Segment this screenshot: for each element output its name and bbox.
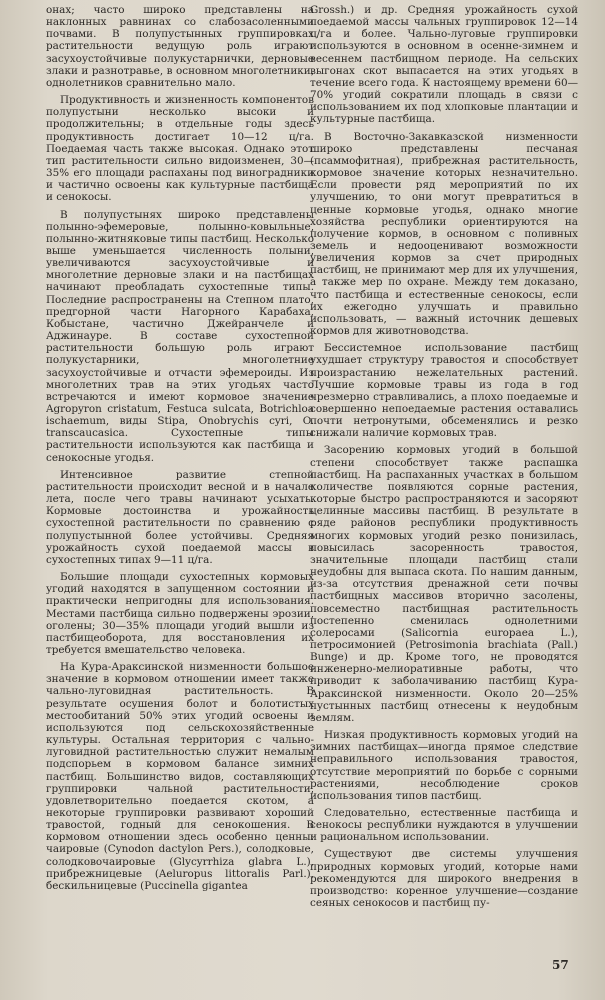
paragraph: Следовательно, естественные пастбища и сенокосы республики нуждаются в улучшении и рациональном использовании.: [310, 807, 578, 844]
left-column: [46, 4, 314, 964]
paragraph: Большие площади сухостепных кормовых угодий находятся в запущенном состоянии и практически непригодны для использования. Местами пастбища сильно подвержены эрозии, оголены; 30—35% площади угодий вышли из пастбищеоборота, для восстановления их требуется вмешательство человека.: [46, 571, 314, 656]
paragraph: Существуют две системы улучшения природных кормовых угодий, которые нами рекомендуются для широкого внедрения в производство: коренное улучшение—создание сеяных сенокосов и пастбищ пу-: [310, 848, 578, 910]
paragraph: онах; часто широко представлены на наклонных равнинах со слабозасоленными почвами. В полупустынных группировках растительности ведущую роль играют засухоустойчивые полукустарнички, дерновые злаки и разнотравье, в основном многолетники, однолетников сравнительно мало.: [46, 4, 314, 89]
paragraph: Бессистемное использование пастбищ ухудшает структуру травостоя и способствует произрастанию нежелательных растений. Лучшие кормовые травы из года в год чрезмерно стравливались, а плохо поедаемые и совершенно непоедаемые растения оставались почти нетронутыми, обсеменялись и резко снижали наличие кормовых трав.: [310, 342, 578, 440]
paragraph: Низкая продуктивность кормовых угодий на зимних пастбищах—иногда прямое следствие неправильного использования травостоя, отсутствие мероприятий по борьбе с сорными растениями, несоблюдение сроков использования типов пастбищ.: [310, 729, 578, 802]
paragraph: Продуктивность и жизненность компонентов полупустыни несколько высоки и продолжительны; в отдельные годы здесь продуктивность достигает 10—12 ц/га. Поедаемая часть также высокая. Однако этот тип растительности сильно видоизменен, 30—35% его площади распаханы под виноградники и частично освоены как культурные пастбища и сенокосы.: [46, 94, 314, 204]
paragraph: Интенсивное развитие степной растительности происходит весной и в начале лета, после чего травы начинают усыхать. Кормовые достоинства и урожайность сухостепной растительности по сравнению с полупустынной более устойчивы. Средняя урожайность сухой поедаемой массы в сухостепных типах 9—11 ц/га.: [46, 468, 314, 566]
paragraph: Засорению кормовых угодий в большой степени способствует также распашка пастбищ. На распаханных участках в большом количестве появляются сорные растения, которые быстро распространяются и засоряют целинные массивы пастбищ. В результате в ряде районов республики продуктивность многих кормовых угодий резко понизилась, повысилась засоренность травостоя, значительные площади пастбищ стали неудобны для выпаса скота. По нашим данным, из-за отсутствия дренажной сети почвы пастбищных массивов вторично засолены, повсеместно пастбищная растительность постепенно сменилась однолетними солеросами (Salicornia europaea L.), петросимонией (Petrosimonia brachiata (Pall.) Bunge) и др. Кроме того, не проводятся инженерно-мелиоративные работы, что приводит к заболачиванию пастбищ Кура-Араксинской низменности. Около 20—25% пустынных пастбищ отнесены к неудобным землям.: [310, 444, 578, 724]
paragraph: Grossh.) и др. Средняя урожайность сухой поедаемой массы чальных группировок 12—14 ц/га и более. Чально-луговые группировки используются в основном в осенне-зимнем и весеннем пастбищном периоде. На сельских выгонах скот выпасается на этих угодьях в течение всего года. К настоящему времени 60—70% угодий сократили площадь в связи с использованием их под хлопковые плантации и культурные пастбища.: [310, 4, 578, 126]
page-number: 57: [552, 958, 569, 972]
paragraph: В полупустынях широко представлены полынно-эфемеровые, полынно-ковыльные, полынно-житняковые типы пастбищ. Несколько выше уменьшается численность полыни, увеличиваются засухоустойчивые и многолетние дерновые злаки и на пастбищах начинают преобладать сухостепные типы. Последние распространены на Степном плато, предгорной части Нагорного Карабаха, Кобыстане, частично Джейранчеле и Аджинауре. В составе сухостепной растительности большую роль играют полукустарники, многолетние засухоустойчивые и отчасти эфемероиды. Из многолетних трав на этих угодьях часто встречаются и имеют кормовое значение Agropyron cristatum, Festuca sulcata, Botrichloa ischaemum, виды Stipa, Onobrychis cyri, O. transcaucasica. Сухостепные типы растительности используются как пастбища и сенокосные угодья.: [46, 208, 314, 464]
right-column: [310, 4, 578, 964]
paragraph: На Кура-Араксинской низменности большое значение в кормовом отношении имеет также чально-луговидная растительность. В результате осушения болот и болотистых местообитаний 50% этих угодий освоены и используются под сельскохозяйственные культуры. Остальная территория с чально-луговидной растительностью служит немалым подспорьем в кормовом балансе зимних пастбищ. Большинство видов, составляющих группировки чальной растительности, удовлетворительно поедается скотом, а некоторые группировки развивают хороший травостой, годный для сенокошения. В кормовом отношении здесь особенно ценны: чаировые (Cynodon dactylon Pers.), солодковые, солодковочаировые (Glycyrrhiza glabra L.), прибрежницевые (Aeluropus littoralis Parl.), бескильницевые (Puccinella gigantea: [46, 661, 314, 892]
paragraph: В Восточно-Закавказской низменности широко представлены песчаная (псаммофитная), прибрежная растительность, кормовое значение которых незначительно. Если провести ряд мероприятий по их улучшению, то они могут превратиться в ценные кормовые угодья, однако многие хозяйства республики ориентируются на получение кормов, в основном с поливных земель и недооценивают возможности увеличения кормов за счет природных пастбищ, не принимают мер для их улучшения, а также мер по охране. Между тем доказано, что пастбища и естественные сенокосы, если их ежегодно улучшать и правильно использовать, — важный источник дешевых кормов для животноводства.: [310, 130, 578, 338]
